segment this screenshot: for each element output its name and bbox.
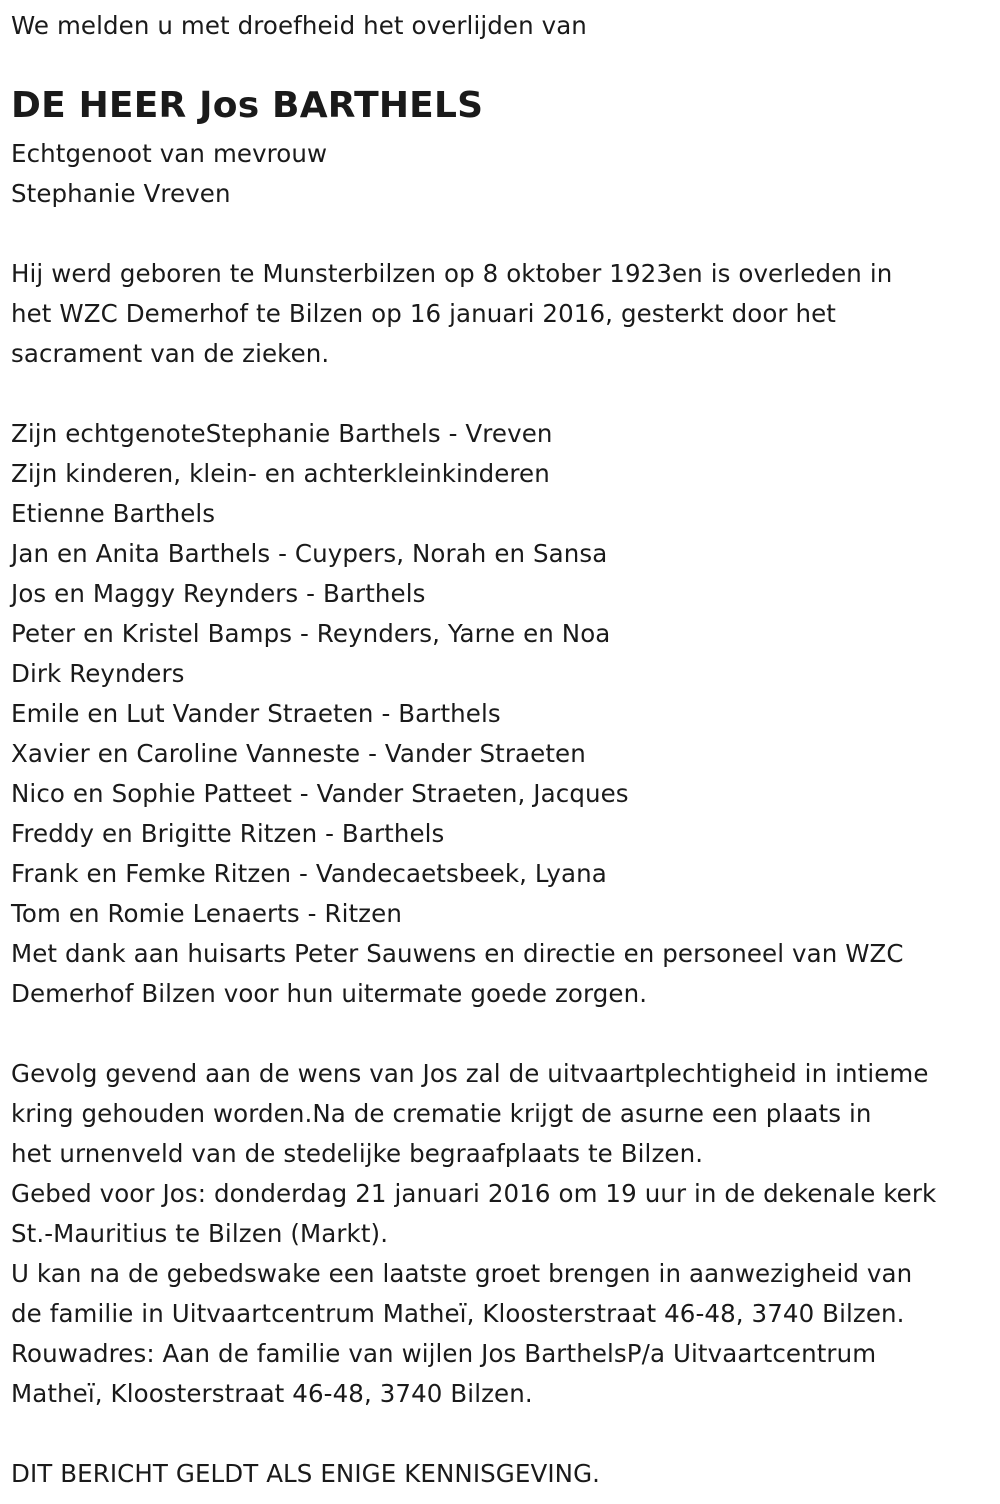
ceremony-line: het urnenveld van de stedelijke begraafplaats te Bilzen. [11, 1139, 704, 1168]
ceremony-line: kring gehouden worden.Na de crematie krijgt de asurne een plaats in [11, 1099, 872, 1128]
family-section [11, 414, 904, 1014]
ceremony-line: de familie in Uitvaartcentrum Matheï, Kloosterstraat 46-48, 3740 Bilzen. [11, 1299, 905, 1328]
family-line: Demerhof Bilzen voor hun uitermate goede zorgen. [11, 979, 648, 1008]
family-line: Etienne Barthels [11, 499, 216, 528]
family-line: Met dank aan huisarts Peter Sauwens en directie en personeel van WZC [11, 939, 904, 968]
family-line: Emile en Lut Vander Straeten - Barthels [11, 699, 501, 728]
family-line: Frank en Femke Ritzen - Vandecaetsbeek, Lyana [11, 859, 607, 888]
ceremony-line: Gevolg gevend aan de wens van Jos zal de uitvaartplechtigheid in intieme [11, 1059, 929, 1088]
ceremony-section [11, 1054, 936, 1414]
ceremony-line: U kan na de gebedswake een laatste groet brengen in aanwezigheid van [11, 1259, 913, 1288]
family-line: Jos en Maggy Reynders - Barthels [11, 579, 426, 608]
birth-line: sacrament van de zieken. [11, 339, 330, 368]
deceased-name: DE HEER Jos BARTHELS [11, 85, 484, 126]
ceremony-line: Matheï, Kloosterstraat 46-48, 3740 Bilzen. [11, 1379, 533, 1408]
ceremony-line: St.-Mauritius te Bilzen (Markt). [11, 1219, 389, 1248]
birth-line: het WZC Demerhof te Bilzen op 16 januari 2016, gesterkt door het [11, 299, 836, 328]
spouse-section [11, 134, 327, 214]
ceremony-line: Gebed voor Jos: donderdag 21 januari 2016 om 19 uur in de dekenale kerk [11, 1179, 937, 1208]
family-line: Zijn echtgenoteStephanie Barthels - Vreven [11, 419, 553, 448]
family-line: Dirk Reynders [11, 659, 185, 688]
family-line: Xavier en Caroline Vanneste - Vander Straeten [11, 739, 586, 768]
intro-text: We melden u met droefheid het overlijden van [11, 11, 587, 40]
spouse-line: Echtgenoot van mevrouw [11, 139, 328, 168]
family-line: Nico en Sophie Patteet - Vander Straeten, Jacques [11, 779, 629, 808]
family-line: Jan en Anita Barthels - Cuypers, Norah en Sansa [11, 539, 608, 568]
family-line: Peter en Kristel Bamps - Reynders, Yarne en Noa [11, 619, 611, 648]
birth-death-section [11, 254, 892, 374]
birth-line: Hij werd geboren te Munsterbilzen op 8 oktober 1923en is overleden in [11, 259, 893, 288]
family-line: Tom en Romie Lenaerts - Ritzen [11, 899, 402, 928]
ceremony-line: Rouwadres: Aan de familie van wijlen Jos BarthelsP/a Uitvaartcentrum [11, 1339, 877, 1368]
family-line: Zijn kinderen, klein- en achterkleinkinderen [11, 459, 550, 488]
closing-notice: DIT BERICHT GELDT ALS ENIGE KENNISGEVING. [11, 1459, 601, 1488]
spouse-line: Stephanie Vreven [11, 179, 231, 208]
family-line: Freddy en Brigitte Ritzen - Barthels [11, 819, 445, 848]
